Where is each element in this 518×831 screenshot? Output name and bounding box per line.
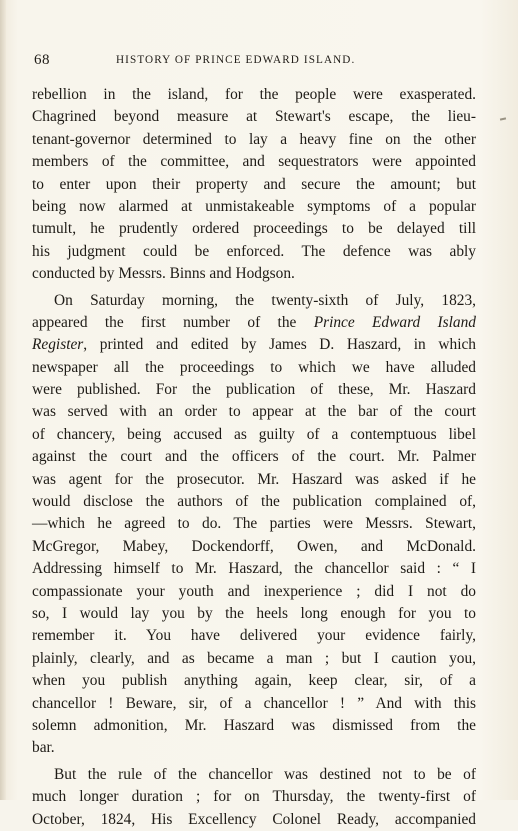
text-line: of chancery, being accused as guilty of a contemptuous libel (32, 425, 476, 443)
text-line: McGregor, Mabey, Dockendorff, Owen, and McDonald. (32, 537, 476, 555)
text-line: remember it. You have delivered your evidence fairly, (32, 627, 476, 645)
text-line: when you publish anything again, keep clear, sir, of a (32, 672, 476, 690)
text-line: Addressing himself to Mr. Haszard, the chancellor said : “ I (32, 560, 476, 578)
text-line: against the court and the officers of the court. Mr. Palmer (32, 448, 476, 466)
page-binding-edge (0, 0, 6, 800)
text-line: bar. (32, 739, 55, 757)
text-fragment: appeared the first number of the Prince Edward Island (32, 313, 476, 331)
newspaper-title: Prince Edward Island (313, 313, 476, 331)
text-line: But the rule of the chancellor was destined not to be of (54, 765, 476, 783)
text-line (32, 334, 476, 356)
body-text (32, 84, 476, 831)
text-line: compassionate your youth and inexperience ; did I not do (32, 582, 476, 600)
text-line: October, 1824, His Excellency Colonel Ready, accompanied (32, 810, 476, 828)
newspaper-title: Register (32, 336, 84, 354)
text-line: much longer duration ; for on Thursday, the twenty-first of (32, 788, 476, 806)
text-line: was served with an order to appear at the bar of the court (32, 403, 476, 421)
text-line: On Saturday morning, the twenty-sixth of July, 1823, (54, 291, 476, 309)
paragraph (32, 764, 476, 831)
text-line: to enter upon their property and secure the amount; but (32, 175, 476, 193)
text-line: so, I would lay you by the heels long enough for you to (32, 604, 476, 622)
text-line: newspaper all the proceedings to which we have alluded (32, 358, 476, 376)
text-line: would disclose the authors of the publication complained of, (32, 493, 476, 511)
text-line: being now alarmed at unmistakeable symptoms of a popular (32, 197, 476, 215)
text-line: were published. For the publication of these, Mr. Haszard (32, 381, 476, 399)
text-line: solemn admonition, Mr. Haszard was dismissed from the (32, 716, 476, 734)
text-line: was agent for the prosecutor. Mr. Haszard was asked if he (32, 470, 476, 488)
running-header (34, 52, 474, 74)
text-line: tenant-governor determined to lay a heavy fine on the other (32, 130, 476, 148)
text-line (32, 312, 476, 334)
text-line: his judgment could be enforced. The defence was ably (32, 242, 476, 260)
page-number: 68 (34, 52, 50, 68)
running-head-title: HISTORY OF PRINCE EDWARD ISLAND. (116, 54, 356, 66)
margin-pencil-mark (500, 117, 506, 120)
text-line: members of the committee, and sequestrators were appointed (32, 153, 476, 171)
text-line: rebellion in the island, for the people were exasperated. (32, 86, 476, 103)
text-line: chancellor ! Beware, sir, of a chancellor ! ” And with this (32, 694, 476, 712)
paragraph (32, 84, 476, 286)
text-line: Chagrined beyond measure at Stewart's escape, the lieu- (32, 108, 476, 126)
text-fragment: Register, printed and edited by James D. Haszard, in which (32, 336, 476, 354)
text-line: plainly, clearly, and as became a man ; but I caution you, (32, 649, 476, 667)
paragraph (32, 290, 476, 760)
text-line: conducted by Messrs. Binns and Hodgson. (32, 265, 295, 283)
text-line: —which he agreed to do. The parties were Messrs. Stewart, (32, 515, 476, 533)
text-line: tumult, he prudently ordered proceedings to be delayed till (32, 220, 476, 238)
